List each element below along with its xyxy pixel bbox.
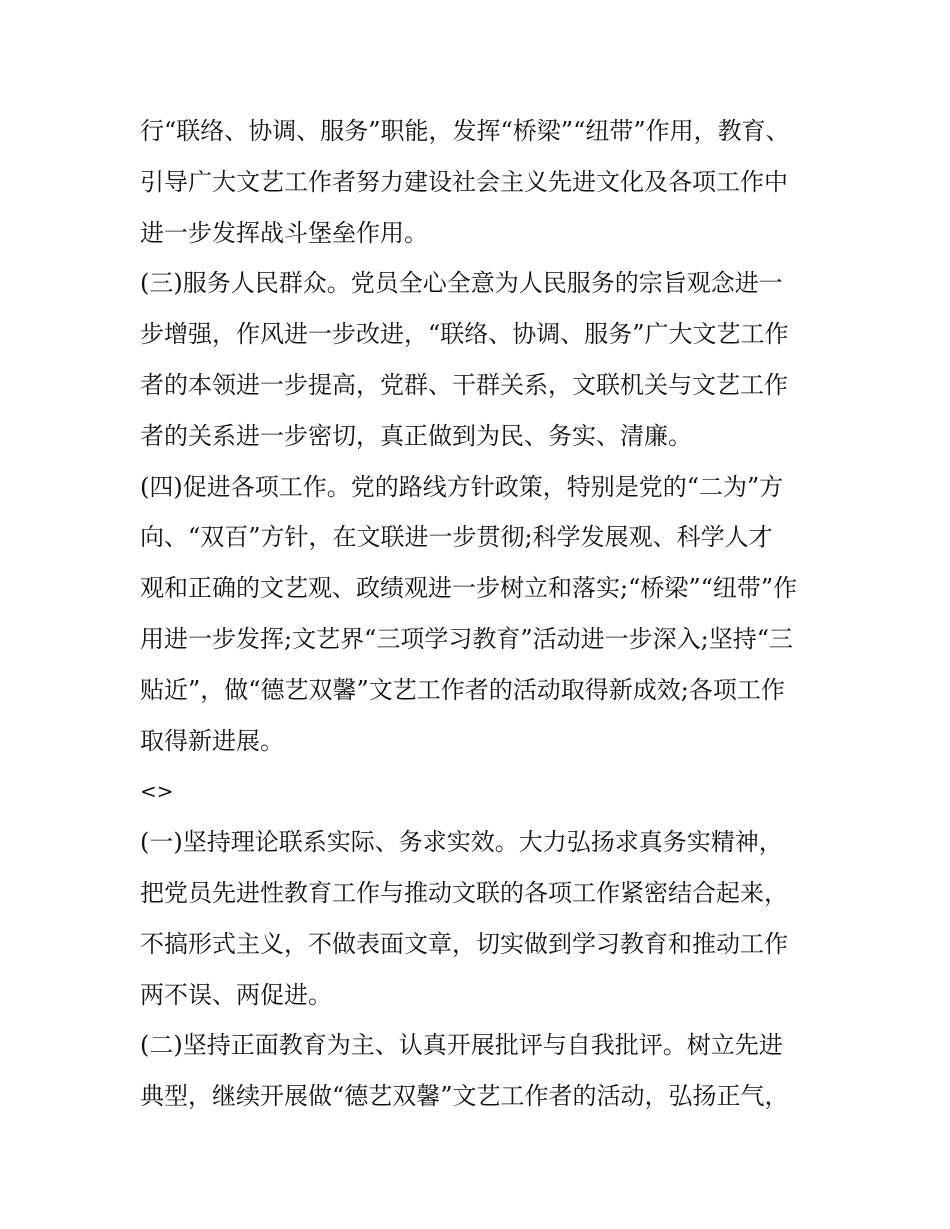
text-line: 不搞形式主义，不做表面文章，切实做到学习教育和推动工作	[140, 929, 788, 958]
text-line: (一)坚持理论联系实际、务求实效。大力弘扬求真务实精神，	[140, 828, 783, 857]
text-line: 两不误、两促进。	[140, 980, 332, 1009]
text-line: 行“联络、协调、服务”职能，发挥“桥梁”“纽带”作用，教育、	[140, 117, 790, 145]
document-body	[140, 106, 830, 1122]
text-line: 进一步发挥战斗堡垒作用。	[140, 218, 428, 247]
text-line: (三)服务人民群众。党员全心全意为人民服务的宗旨观念进一	[140, 269, 783, 298]
text-line: 者的本领进一步提高，党群、干群关系，文联机关与文艺工作	[140, 370, 788, 399]
text-line: 取得新进展。	[140, 726, 284, 755]
text-line: (四)促进各项工作。党的路线方针政策，特别是党的“二为”方	[140, 472, 784, 501]
text-line: 引导广大文艺工作者努力建设社会主义先进文化及各项工作中	[140, 167, 788, 196]
text-line: 把党员先进性教育工作与推动文联的各项工作紧密结合起来，	[140, 878, 788, 907]
section-marker: <>	[140, 779, 174, 804]
text-line: 用进一步发挥;文艺界“三项学习教育”活动进一步深入;坚持“三	[140, 624, 793, 653]
text-line: 步增强，作风进一步改进，“联络、协调、服务”广大文艺工作	[140, 320, 789, 349]
text-line: 向、“双百”方针，在文联进一步贯彻;科学发展观、科学人才	[140, 523, 773, 552]
text-line: 典型，继续开展做“德艺双馨”文艺工作者的活动，弘扬正气，	[140, 1082, 789, 1111]
text-line: (二)坚持正面教育为主、认真开展批评与自我批评。树立先进	[140, 1031, 783, 1060]
text-line: 贴近”，做“德艺双馨”文艺工作者的活动取得新成效;各项工作	[140, 675, 785, 704]
text-line: 者的关系进一步密切，真正做到为民、务实、清廉。	[140, 421, 692, 450]
text-line: 观和正确的文艺观、政绩观进一步树立和落实;“桥梁”“纽带”作	[140, 574, 798, 603]
